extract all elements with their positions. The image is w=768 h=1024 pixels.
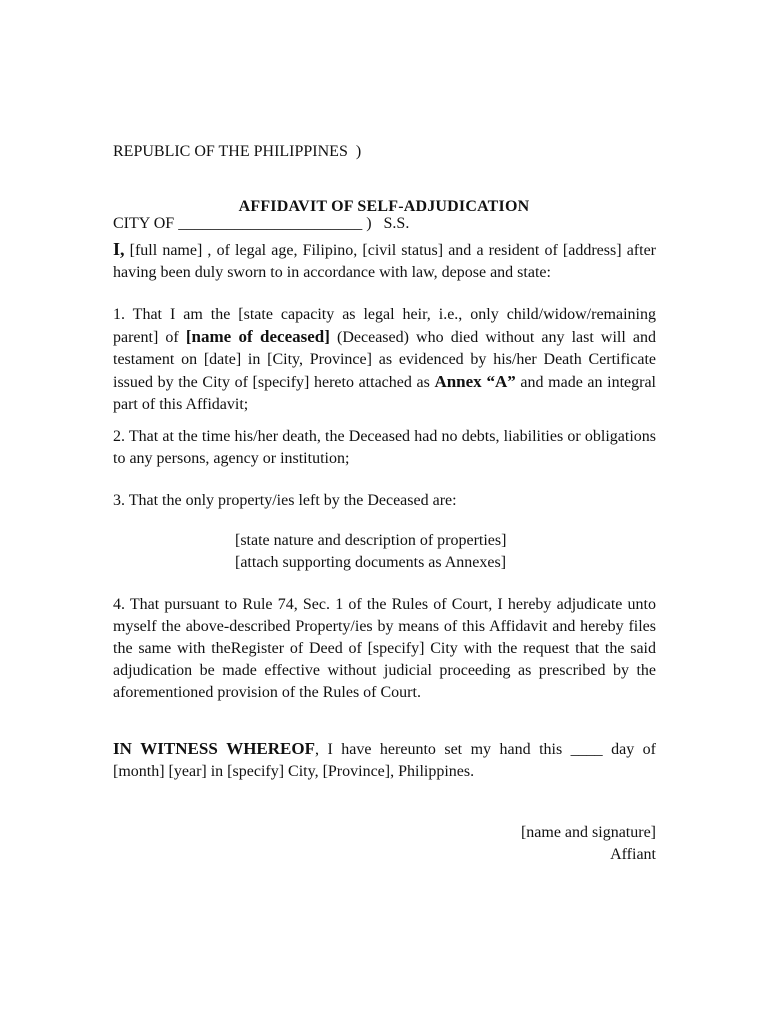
paragraph-1-part3: and made an integral part of this Affidavit;	[113, 374, 656, 413]
document-title: AFFIDAVIT OF SELF-ADJUDICATION	[238, 198, 530, 215]
deceased-name-placeholder: [name of deceased]	[185, 327, 330, 346]
paragraph-1-part2: (Deceased) who died without any last will and testament on [date] in [City, Province] as evidenced by his/her Death Certificate issued by the City of [specify] hereto attached as	[113, 329, 656, 391]
paragraph-4: 4. That pursuant to Rule 74, Sec. 1 of the Rules of Court, I hereby adjudicate unto myself the above-described Property/ies by means of this Affidavit and hereby files the same with theRegister of Deed of [specify] City with the request that the said adjudication be made effective without judicial proceeding as prescribed by the aforementioned provision of the Rules of Court.	[113, 596, 656, 701]
venue-city-line: CITY OF _______________________ ) S.S.	[113, 215, 410, 232]
annex-a-label: Annex “A”	[434, 372, 516, 391]
paragraph-1	[113, 304, 656, 416]
witness-text: , I have hereunto set my hand this ____ day of [month] [year] in [specify] City, [Province], Philippines.	[113, 741, 657, 780]
venue-republic-line: REPUBLIC OF THE PHILIPPINES )	[113, 143, 362, 160]
affiant-label: Affiant	[610, 846, 656, 863]
witness-lead: IN WITNESS WHEREOF	[113, 739, 315, 758]
paragraph-3: 3. That the only property/ies left by the Deceased are:	[113, 492, 457, 509]
properties-line-2: [attach supporting documents as Annexes]	[235, 554, 507, 571]
properties-line-1: [state nature and description of properties]	[235, 532, 507, 549]
intro-paragraph	[113, 238, 656, 284]
paragraph-2: 2. That at the time his/her death, the Deceased had no debts, liabilities or obligations to any persons, agency or institution;	[113, 428, 656, 467]
signature-line: [name and signature]	[520, 824, 656, 841]
paragraph-1-part1: 1. That I am the [state capacity as legal heir, i.e., only child/widow/remaining parent] of	[113, 306, 656, 346]
intro-text: [full name] , of legal age, Filipino, [civil status] and a resident of [address] after having been duly sworn to in accordance with law, depose and state:	[113, 242, 656, 281]
signature-block	[521, 822, 656, 866]
witness-paragraph	[113, 738, 656, 783]
intro-lead: I,	[113, 239, 125, 259]
properties-list	[235, 530, 506, 574]
